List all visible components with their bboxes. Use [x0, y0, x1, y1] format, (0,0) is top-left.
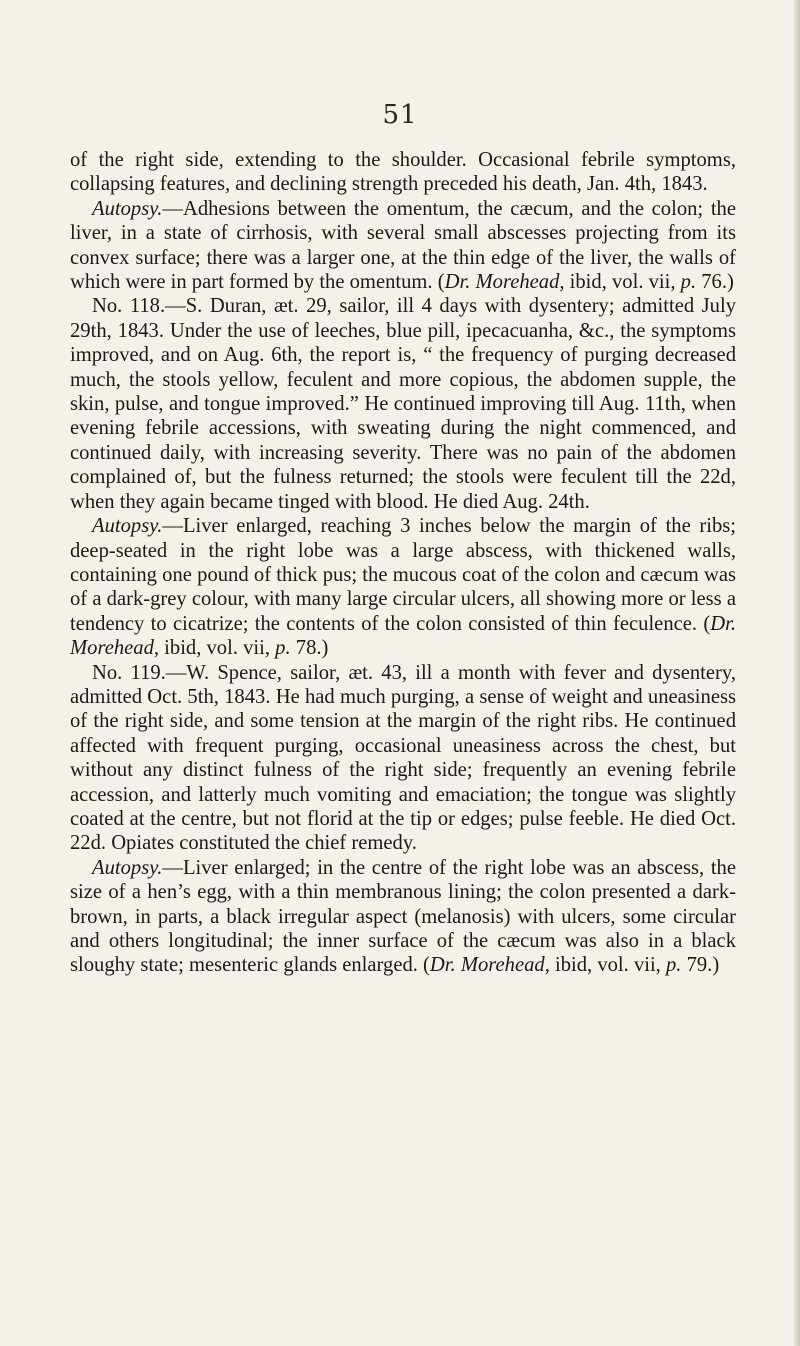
text-run: 78.): [290, 637, 329, 660]
text-run: 79.): [681, 954, 720, 977]
body-text: [70, 148, 736, 978]
italic-text: p.: [275, 637, 291, 660]
text-run: 76.): [696, 271, 734, 294]
paragraph: [70, 197, 736, 295]
page-edge: [794, 0, 800, 1346]
paragraph: [70, 148, 736, 197]
italic-text: Autopsy.: [92, 856, 163, 879]
text-run: ibid, vol. vii,: [549, 954, 666, 977]
text-run: ibid, vol. vii,: [564, 271, 681, 294]
italic-text: p.: [665, 954, 682, 977]
text-run: of the right side, extending to the shoulder. Occasional febrile symptoms, collapsing features, and declining strength preceded his death, Jan. 4th, 1843.: [70, 149, 736, 196]
text-run: ibid, vol. vii,: [159, 637, 276, 660]
text-run: No. 119.—W. Spence, sailor, æt. 43, ill a month with fever and dysentery, admitted Oct. 5th, 1843. He had much purging, a sense of weight and uneasiness of the right side, and some tension at the margin of the right ribs. He continued affected with frequent purging, occasional uneasiness across the chest, but without any distinct fulness of the right side; frequently an evening febrile accession, and latterly much vomiting and emaciation; the tongue was slightly coated at the centre, but not florid at the tip or edges; pulse feeble. He died Oct. 22d. Opiates constituted the chief remedy.: [70, 661, 736, 855]
text-run: —Adhesions between the omentum, the cæcum, and the colon; the liver, in a state of cirrhosis, with several small abscesses projecting from its convex surface; there was a larger one, at the thin edge of the liver, the walls of which were in part formed by the omentum. (: [70, 197, 736, 294]
italic-text: p.: [680, 271, 697, 294]
page-number: 51: [382, 100, 418, 130]
italic-text: Autopsy.: [92, 197, 163, 220]
text-run: —Liver enlarged; in the centre of the right lobe was an abscess, the size of a hen’s egg, with a thin membranous lining; the colon presented a dark-brown, in parts, a black irregular aspect (melanosis) with ulcers, some circular and others longitudinal; the inner surface of the cæcum was also in a black sloughy state; mesenteric glands enlarged. (: [70, 856, 736, 977]
italic-text: Autopsy.: [92, 515, 163, 538]
paragraph: [70, 294, 736, 514]
italic-text: Dr. Morehead,: [70, 612, 736, 660]
italic-text: Dr. Morehead,: [444, 271, 565, 294]
paragraph: [70, 661, 736, 856]
italic-text: Dr. Morehead,: [429, 954, 550, 977]
paragraph: [70, 514, 736, 660]
paragraph: [70, 856, 736, 978]
text-run: —Liver enlarged, reaching 3 inches below the margin of the ribs; deep-seated in the right lobe was a large abscess, with thickened walls, containing one pound of thick pus; the mucous coat of the colon and cæcum was of a dark-grey colour, with many large circular ulcers, all showing more or less a tendency to cicatrize; the contents of the colon consisted of thin feculence. (: [70, 515, 736, 635]
text-run: No. 118.—S. Duran, æt. 29, sailor, ill 4 days with dysentery; admitted July 29th, 1843. Under the use of leeches, blue pill, ipecacuanha, &c., the symptoms improved, and on Aug. 6th, the report is, “ the frequency of purging decreased much, the stools yellow, feculent and more copious, the abdomen supple, the skin, pulse, and tongue improved.” He continued improving till Aug. 11th, when evening febrile accessions, with sweating during the night commenced, and continued daily, with increasing severity. There was no pain of the abdomen complained of, but the fulness returned; the stools were feculent till the 22d, when they again became tinged with blood. He died Aug. 24th.: [70, 295, 736, 513]
